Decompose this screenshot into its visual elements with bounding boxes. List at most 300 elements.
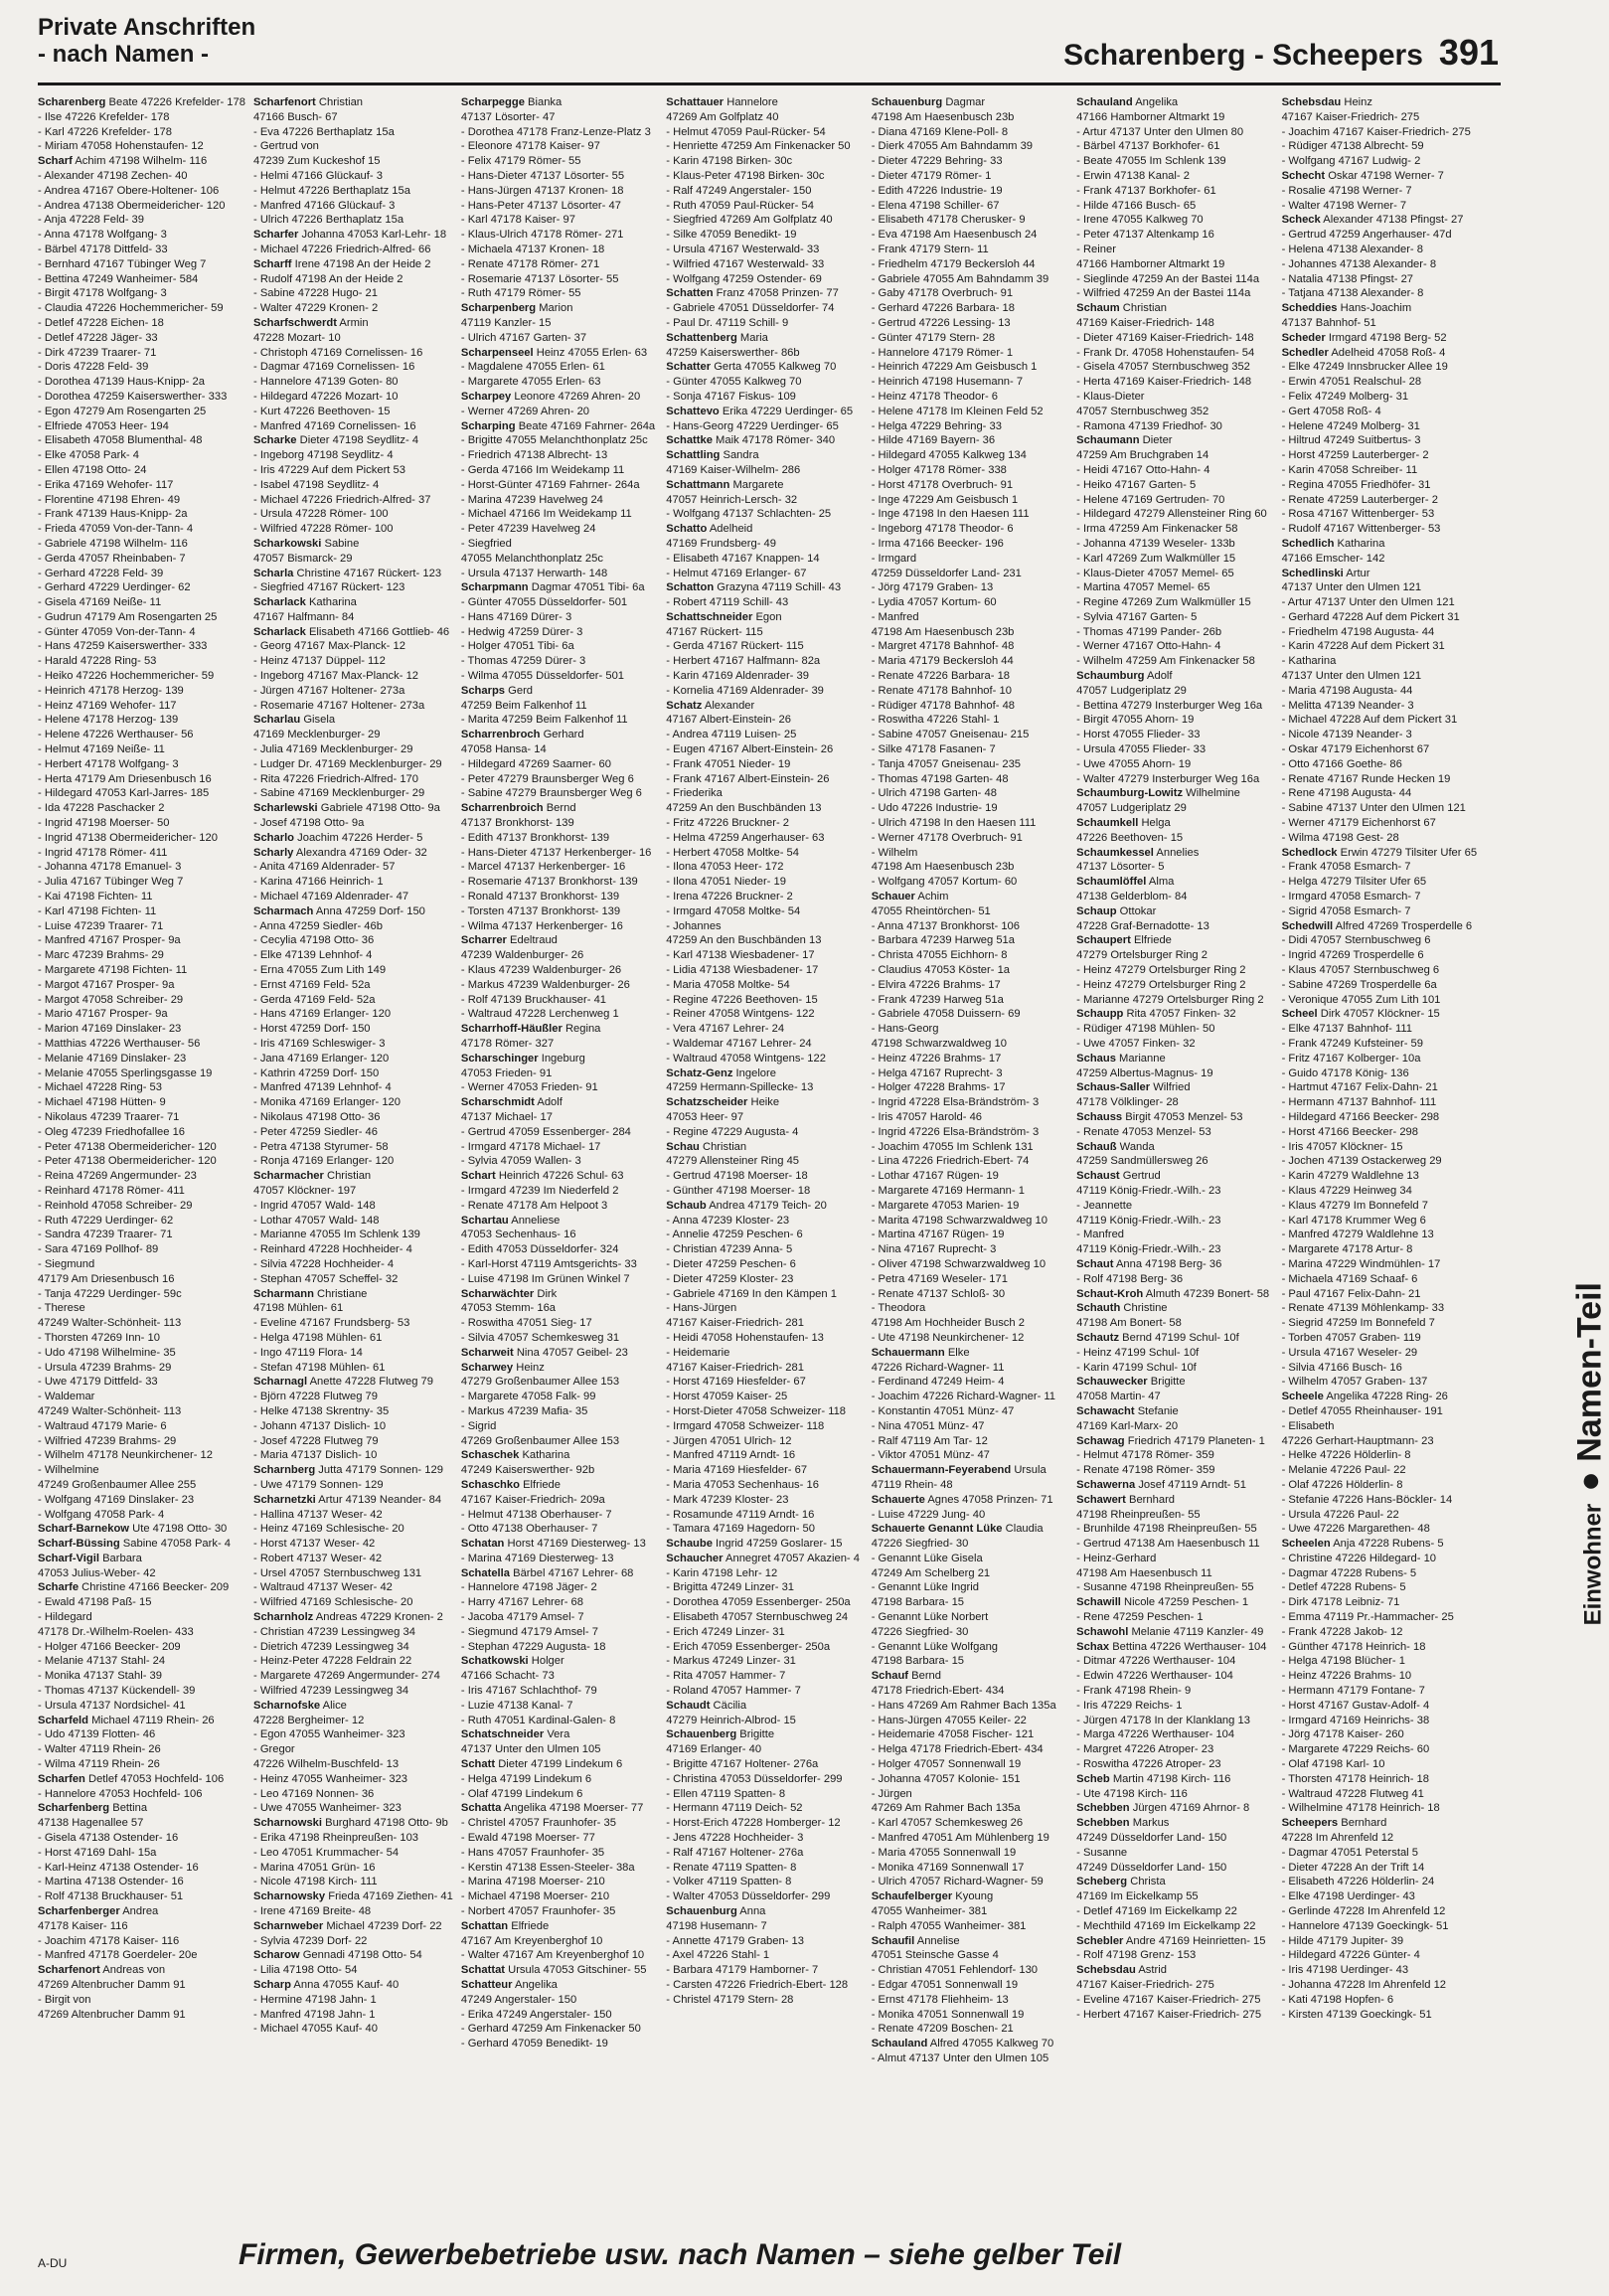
directory-entry [461, 1861, 658, 1876]
entry-details: - Paul Dr. 47119 Schill- 9 [666, 316, 789, 329]
directory-entry [872, 1199, 1068, 1214]
entry-details: - Frank 47051 Nieder- 19 [666, 757, 791, 770]
entry-details: - Therese [38, 1302, 85, 1315]
entry-details: - Udo 47226 Industrie- 19 [871, 802, 998, 815]
entry-surname: Schaufil [871, 1934, 915, 1947]
entry-details: - Martina 47138 Ostender- 16 [38, 1876, 184, 1888]
entry-details: - Marcel 47137 Herkenberger- 16 [460, 861, 626, 874]
entry-details: - Ute 47198 Kirch- 116 [1076, 1787, 1188, 1800]
directory-entry [666, 801, 863, 816]
entry-details: - Kerstin 47138 Essen-Steeler- 38a [460, 1861, 635, 1874]
entry-details: - Eva 47198 Am Haesenbusch 24 [871, 229, 1038, 242]
directory-entry [253, 860, 453, 875]
entry-details: - Maria 47053 Sechenhaus- 16 [666, 1478, 819, 1491]
directory-entry [1282, 1580, 1479, 1595]
directory-entry [253, 875, 453, 890]
directory-entry [1076, 1934, 1273, 1949]
directory-entry [1282, 816, 1479, 831]
directory-entry [872, 1184, 1068, 1199]
entry-details: - Helene 47178 Im Kleinen Feld 52 [871, 405, 1044, 417]
entry-details: - Udo 47139 Flotten- 46 [38, 1728, 156, 1741]
directory-entry [872, 919, 1068, 934]
directory-entry [1282, 1875, 1479, 1889]
entry-surname: Scharfeld [38, 1714, 88, 1726]
entry-details: - Birgit 47178 Wolfgang- 3 [38, 287, 167, 300]
entry-details: - Hannelore 47179 Römer- 1 [871, 346, 1014, 359]
directory-entry [461, 1772, 658, 1787]
entry-details: 47198 Am Haesenbusch 23b [871, 625, 1015, 638]
entry-details: - Heinz 47279 Ortelsburger Ring 2 [1076, 964, 1246, 977]
entry-surname: Schatkowski [460, 1655, 529, 1668]
entry-details: - Gertrud 47138 Am Haesenbusch 11 [1076, 1538, 1260, 1551]
directory-entry [872, 1801, 1068, 1816]
entry-details: 47226 Gerhart-Hauptmann- 23 [1281, 1434, 1434, 1447]
directory-entry [38, 2008, 245, 2023]
directory-entry [1282, 757, 1479, 772]
directory-entry [253, 1684, 453, 1699]
entry-details: Regina [564, 1023, 601, 1036]
directory-entry [872, 154, 1068, 169]
entry-details: - Hans 47259 Kaiserswerther- 333 [38, 640, 208, 653]
directory-entry [666, 1301, 863, 1316]
entry-details: Ursula 47053 Gitschiner- 55 [508, 1964, 647, 1977]
directory-entry [38, 978, 245, 993]
directory-entry [253, 139, 453, 154]
directory-entry [253, 1757, 453, 1772]
entry-surname: Scharschinger [460, 1052, 539, 1065]
entry-details: - Karin 47228 Auf dem Pickert 31 [1281, 640, 1445, 653]
entry-details: - Christian 47239 Lessingweg 34 [252, 1625, 415, 1638]
directory-entry [253, 1714, 453, 1728]
directory-entry [666, 713, 863, 728]
directory-entry [1282, 522, 1479, 537]
entry-details: Michael 47239 Dorf- 22 [326, 1919, 442, 1932]
directory-entry [872, 1699, 1068, 1714]
entry-details: - Waltraud 47058 Wintgens- 122 [666, 1052, 826, 1065]
directory-entry [38, 1714, 245, 1728]
entry-details: - Edgar 47051 Sonnenwall 19 [871, 1979, 1019, 1991]
entry-details: - Helga 47199 Lindekum 6 [460, 1772, 592, 1785]
entry-surname: Scheb [1076, 1772, 1110, 1785]
entry-details: 47269 Am Golfplatz 40 [666, 110, 779, 123]
entry-details: - Monika 47137 Stahl- 39 [38, 1670, 163, 1683]
directory-entry [1282, 1110, 1479, 1125]
header-rule [38, 82, 1501, 85]
directory-entry [666, 1801, 863, 1816]
entry-details: 47279 Heinrich-Albrod- 15 [666, 1714, 796, 1726]
entry-details: - Joachim 47226 Richard-Wagner- 11 [871, 1391, 1056, 1403]
entry-details: - Ruth 47051 Kardinal-Galen- 8 [460, 1714, 616, 1726]
entry-details: - Axel 47226 Stahl- 1 [666, 1949, 770, 1962]
entry-details: - Erna 47055 Zum Lith 149 [252, 964, 387, 977]
entry-details: - Wilfried 47239 Lessingweg 34 [252, 1685, 409, 1698]
entry-details: - Heidi 47058 Hohenstaufen- 13 [666, 1331, 824, 1344]
directory-entry [1282, 1846, 1479, 1861]
directory-entry [1076, 1066, 1273, 1081]
entry-details: - Tanja 47229 Uerdinger- 59c [38, 1287, 182, 1300]
entry-details: Adelheid 47058 Roß- 4 [1331, 346, 1446, 359]
directory-entry [1282, 1919, 1479, 1934]
entry-details: - Andrea 47119 Luisen- 25 [666, 729, 797, 741]
directory-entry [666, 1861, 863, 1876]
directory-entry [1282, 978, 1479, 993]
entry-surname: Schattat [460, 1964, 506, 1977]
directory-entry [253, 390, 453, 405]
directory-entry [253, 1727, 453, 1742]
entry-details: Sabine 47058 Park- 4 [122, 1538, 232, 1551]
directory-entry [1076, 904, 1273, 919]
directory-entry [1076, 1140, 1273, 1155]
directory-entry [872, 228, 1068, 243]
entry-details: - Irena 47226 Bruckner- 2 [666, 891, 793, 903]
directory-entry [38, 433, 245, 448]
entry-details: - Ursula 47137 Nordsichel- 41 [38, 1699, 186, 1712]
entry-surname: Schax [1076, 1640, 1110, 1653]
directory-entry [38, 1875, 245, 1889]
directory-entry [38, 1919, 245, 1934]
entry-details: Christian [327, 1170, 372, 1183]
directory-entry [1076, 1963, 1273, 1978]
directory-entry [872, 1566, 1068, 1581]
entry-details: - Hans-Georg 47229 Uerdinger- 65 [666, 419, 839, 432]
entry-details: - Ramona 47139 Friedhof- 30 [1076, 419, 1222, 432]
directory-entry [872, 1331, 1068, 1346]
directory-entry [1076, 1184, 1273, 1199]
entry-details: Bernd [546, 802, 576, 815]
directory-entry [872, 537, 1068, 552]
directory-entry [1076, 448, 1273, 463]
entry-details: - Frieda 47059 Von-der-Tann- 4 [38, 523, 194, 536]
entry-details: Dieter 47198 Seydlitz- 4 [299, 434, 419, 447]
entry-details: - Detlef 47055 Rheinhauser- 191 [1281, 1404, 1443, 1417]
entry-details: - Ursula 47055 Flieder- 33 [1076, 743, 1207, 756]
entry-details: - Christa 47055 Eichhorn- 8 [871, 949, 1008, 962]
directory-entry [461, 1154, 658, 1169]
directory-entry [1076, 1889, 1273, 1904]
directory-entry [253, 1095, 453, 1110]
entry-details: - Manfred 47279 Waldlehne 13 [1281, 1229, 1434, 1241]
directory-entry [1282, 1889, 1479, 1904]
directory-entry [461, 1522, 658, 1537]
entry-details: - Uwe 47179 Sonnen- 129 [252, 1478, 384, 1491]
entry-details: 47138 Hagenallee 57 [38, 1817, 144, 1830]
entry-details: - Karl 47178 Kaiser- 97 [460, 214, 575, 227]
directory-entry [666, 110, 863, 125]
directory-entry [666, 1684, 863, 1699]
directory-entry [461, 1919, 658, 1934]
directory-entry [1076, 1272, 1273, 1287]
entry-details: - Sabine 47228 Hugo- 21 [252, 287, 379, 300]
directory-entry [872, 405, 1068, 419]
entry-surname: Schebsdau [1076, 1964, 1136, 1977]
directory-entry [38, 228, 245, 243]
entry-surname: Schauenburg [666, 1905, 737, 1918]
entry-details: - Robert 47119 Schill- 43 [666, 596, 789, 609]
entry-details: - Ulrich 47198 In den Haesen 111 [871, 817, 1037, 830]
entry-details: 47228 Im Ahrenfeld 12 [1281, 1832, 1394, 1845]
section-title [38, 14, 255, 68]
entry-surname: Scharfen [38, 1772, 85, 1785]
entry-surname: Schaus-Saller [1076, 1081, 1151, 1094]
directory-entry [1076, 654, 1273, 669]
entry-details: Sabine [324, 537, 360, 550]
directory-entry [872, 331, 1068, 346]
entry-details: - Konstantin 47051 Münz- 47 [871, 1404, 1015, 1417]
directory-entry [872, 1816, 1068, 1831]
directory-entry [1076, 816, 1273, 831]
entry-details: 47167 Kaiser-Friedrich- 275 [1076, 1979, 1214, 1991]
directory-entry [38, 1419, 245, 1434]
directory-entry [461, 537, 658, 552]
directory-entry [38, 1272, 245, 1287]
directory-entry [38, 552, 245, 567]
entry-details: - Detlef 47169 Im Eickelkamp 22 [1076, 1905, 1237, 1918]
entry-details: - Johanna 47178 Emanuel- 3 [38, 861, 182, 874]
directory-entry [666, 1478, 863, 1493]
directory-entry [666, 1110, 863, 1125]
directory-entry [461, 595, 658, 610]
entry-details: - Walter 47198 Werner- 7 [1281, 199, 1407, 212]
entry-details: - Hans-Jürgen [666, 1302, 737, 1315]
directory-column [38, 95, 245, 2232]
directory-entry [666, 1419, 863, 1434]
directory-entry [1282, 1684, 1479, 1699]
entry-surname: Scharrenbroch [460, 729, 541, 741]
entry-details: - Henriette 47259 Am Finkenacker 50 [666, 140, 851, 153]
entry-details: - Irmgard 47239 Im Niederfeld 2 [460, 1184, 619, 1197]
directory-entry [1076, 1169, 1273, 1184]
directory-entry [1076, 1404, 1273, 1419]
entry-details: - Ingrid 47178 Römer- 411 [38, 846, 168, 859]
entry-details: - Heinrich 47229 Am Geisbusch 1 [871, 361, 1038, 374]
entry-details: - Luzie 47138 Kanal- 7 [460, 1699, 573, 1712]
entry-details: - Waldemar [38, 1391, 95, 1403]
directory-entry [666, 169, 863, 184]
entry-details: - Iris 47198 Uerdinger- 43 [1281, 1964, 1409, 1977]
directory-entry [1076, 243, 1273, 257]
entry-details: - Annelie 47259 Peschen- 6 [666, 1229, 803, 1241]
directory-entry [253, 1140, 453, 1155]
entry-details: Dieter [1142, 434, 1173, 447]
directory-entry [253, 478, 453, 493]
directory-entry [253, 1566, 453, 1581]
entry-details: - Sandra 47239 Traarer- 71 [38, 1229, 173, 1241]
entry-details: - Irmgard 47169 Heinrichs- 38 [1281, 1714, 1430, 1726]
entry-details: - Dieter 47169 Kaiser-Friedrich- 148 [1076, 331, 1254, 344]
entry-details: - Karin 47058 Schreiber- 11 [1281, 463, 1418, 476]
directory-entry [872, 1537, 1068, 1552]
directory-entry [253, 169, 453, 184]
entry-details: - Frank 47139 Haus-Knipp- 2a [38, 508, 188, 521]
entry-details: - Marina 47239 Havelweg 24 [460, 493, 603, 506]
entry-details: - Ursula 47239 Brahms- 29 [38, 1361, 172, 1374]
entry-details: - Genannt Lüke [871, 1611, 948, 1624]
directory-entry [666, 904, 863, 919]
directory-entry [38, 1669, 245, 1684]
entry-details: - Klaus 47057 Sternbuschweg 6 [1281, 964, 1440, 977]
entry-details: - Heinz 47226 Brahms- 17 [871, 1052, 1002, 1065]
directory-entry [461, 567, 658, 581]
entry-details: - Regine 47269 Zum Walkmüller 15 [1076, 596, 1251, 609]
entry-surname: Schatz [666, 699, 703, 712]
entry-details: Ute 47198 Otto- 30 [132, 1523, 228, 1536]
directory-entry [1076, 1110, 1273, 1125]
entry-details: - Stefanie 47226 Hans-Böckler- 14 [1281, 1493, 1453, 1506]
directory-entry [1282, 625, 1479, 640]
entry-details: - Gabriele 47169 In den Kämpen 1 [666, 1287, 837, 1300]
entry-surname: Scharow [252, 1949, 300, 1962]
directory-entry [253, 507, 453, 522]
directory-entry [461, 1552, 658, 1566]
directory-entry [461, 1066, 658, 1081]
entry-surname: Schaup [1076, 904, 1117, 917]
directory-entry [1076, 1346, 1273, 1361]
directory-entry [872, 831, 1068, 846]
entry-details: 47198 Am Haesenbusch 11 [1076, 1566, 1212, 1579]
directory-entry [1076, 1801, 1273, 1816]
entry-details: - Oliver 47198 Schwarzwaldweg 10 [871, 1257, 1046, 1270]
entry-details: Bianka [528, 96, 563, 108]
directory-entry [666, 390, 863, 405]
directory-entry [666, 1654, 863, 1669]
directory-entry [872, 1742, 1068, 1757]
directory-entry [1282, 654, 1479, 669]
directory-entry [253, 1772, 453, 1787]
entry-details: - Irma 47259 Am Finkenacker 58 [1076, 523, 1238, 536]
entry-details: 47198 Am Haesenbusch 23b [871, 110, 1015, 123]
directory-entry [666, 1595, 863, 1610]
entry-details: - Karl-Horst 47119 Amtsgerichts- 33 [460, 1257, 637, 1270]
directory-entry [666, 1228, 863, 1242]
entry-surname: Schaumlöffel [1076, 876, 1147, 889]
entry-details: - Werner 47179 Eichenhorst 67 [1281, 817, 1436, 830]
entry-details: - Irma 47166 Beecker- 196 [871, 537, 1004, 550]
entry-details: - Rolf 47198 Grenz- 153 [1076, 1949, 1197, 1962]
entry-details: - Wilhelm 47178 Neunkirchener- 12 [38, 1449, 213, 1462]
entry-surname: Scharfenberger [38, 1905, 120, 1918]
directory-entry [1282, 1772, 1479, 1787]
directory-entry [666, 978, 863, 993]
directory-entry [666, 228, 863, 243]
entry-details: - Walter 47229 Kronen- 2 [252, 302, 379, 315]
entry-surname: Scheepers [1281, 1817, 1339, 1830]
entry-details: - Walter 47167 Am Kreyenberghof 10 [460, 1949, 645, 1962]
entry-details: Gennadi 47198 Otto- 54 [302, 1949, 422, 1962]
entry-surname: Scharly [252, 846, 294, 859]
entry-details: - Torben 47057 Graben- 119 [1281, 1331, 1421, 1344]
entry-details: 47053 Frieden- 91 [460, 1066, 553, 1079]
entry-details: - Christel 47057 Fraunhofer- 35 [460, 1817, 616, 1830]
entry-details: - Klaus 47279 Im Bonnefeld 7 [1281, 1199, 1428, 1212]
directory-entry [461, 1037, 658, 1052]
directory-entry [1282, 1640, 1479, 1655]
directory-entry [872, 1066, 1068, 1081]
directory-entry [253, 1787, 453, 1802]
directory-entry [1076, 1419, 1273, 1434]
entry-details: - Hermine 47198 Jahn- 1 [252, 1993, 377, 2006]
directory-entry [253, 1978, 453, 1993]
entry-details: - Florentine 47198 Ehren- 49 [38, 493, 181, 506]
directory-entry [1076, 1095, 1273, 1110]
entry-details: Irmgard 47198 Berg- 52 [1328, 331, 1447, 344]
directory-entry [461, 963, 658, 978]
directory-entry [666, 993, 863, 1008]
entry-details: 47198 Mühlen- 61 [252, 1302, 344, 1315]
entry-details: - Hannelore 47139 Goeckingk- 51 [1281, 1919, 1449, 1932]
entry-details: - Michael 47226 Friedrich-Alfred- 66 [252, 243, 431, 255]
entry-surname: Schattan [460, 1919, 509, 1932]
entry-details: - Johanna 47228 Im Ahrenfeld 12 [1281, 1979, 1447, 1991]
directory-entry [1076, 1080, 1273, 1095]
entry-details: - Inge 47229 Am Geisbusch 1 [871, 493, 1019, 506]
directory-entry [38, 742, 245, 757]
directory-entry [872, 904, 1068, 919]
directory-entry [38, 1022, 245, 1037]
entry-details: - Renate 47137 Schloß- 30 [871, 1287, 1006, 1300]
entry-details: Josef 47119 Arndt- 51 [1138, 1478, 1246, 1491]
entry-details: Christian [1122, 302, 1167, 315]
entry-details: - Silvia 47228 Hochheider- 4 [252, 1257, 395, 1270]
entry-details: - Rolf 47138 Bruckhauser- 51 [38, 1890, 184, 1903]
directory-entry [38, 993, 245, 1008]
entry-details: 47058 Hansa- 14 [460, 743, 547, 756]
entry-surname: Scharnowski [252, 1817, 322, 1830]
entry-details: - Frank 47239 Harweg 51a [871, 993, 1004, 1006]
directory-entry [461, 1301, 658, 1316]
directory-entry [461, 1080, 658, 1095]
directory-entry [666, 1963, 863, 1978]
entry-surname: Scheel [1281, 1008, 1318, 1021]
entry-details: - Klaus-Ulrich 47178 Römer- 271 [460, 229, 624, 242]
entry-details: Katharina [1337, 537, 1385, 550]
directory-entry [1076, 125, 1273, 140]
directory-entry [253, 463, 453, 478]
entry-details: - Walter 47279 Insterburger Weg 16a [1076, 772, 1260, 785]
directory-entry [1282, 1699, 1479, 1714]
directory-entry [872, 1287, 1068, 1302]
directory-entry [461, 801, 658, 816]
directory-entry [1282, 1595, 1479, 1610]
entry-details: Joachim 47226 Herder- 5 [297, 831, 423, 844]
directory-entry [1076, 390, 1273, 405]
entry-details: - Manfred [1076, 1229, 1125, 1241]
directory-entry [872, 2037, 1068, 2051]
entry-details: - Gert 47058 Roß- 4 [1281, 405, 1381, 417]
directory-entry [872, 552, 1068, 567]
entry-details: - Hans 47057 Fraunhofer- 35 [460, 1846, 605, 1859]
entry-details: - Birgit von [38, 1993, 91, 2006]
entry-details: - Mechthild 47169 Im Eickelkamp 22 [1076, 1919, 1256, 1932]
entry-details: - Frank 47249 Kufsteiner- 59 [1281, 1038, 1423, 1050]
entry-details: - Gisela 47138 Ostender- 16 [38, 1832, 179, 1845]
entry-details: - Uwe 47055 Ahorn- 19 [1076, 757, 1192, 770]
entry-details: Anna [739, 1905, 766, 1918]
entry-details: - Gertrud von [252, 140, 319, 153]
entry-details: - Siegrid 47259 Im Bonnefeld 7 [1281, 1317, 1435, 1330]
directory-entry [1282, 684, 1479, 699]
entry-details: Bettina [112, 1802, 148, 1815]
entry-surname: Schaschek [460, 1449, 520, 1462]
directory-entry [1076, 1625, 1273, 1640]
entry-details: Anja 47228 Rubens- 5 [1333, 1538, 1444, 1551]
directory-entry [872, 1993, 1068, 2008]
entry-details: Angelika 47228 Ring- 26 [1326, 1391, 1448, 1403]
entry-details: - Rüdiger 47198 Mühlen- 50 [1076, 1023, 1215, 1036]
directory-entry [461, 1434, 658, 1449]
directory-entry [1282, 419, 1479, 434]
directory-entry [38, 890, 245, 904]
entry-details: - Wilma 47137 Herkenberger- 16 [460, 919, 623, 932]
